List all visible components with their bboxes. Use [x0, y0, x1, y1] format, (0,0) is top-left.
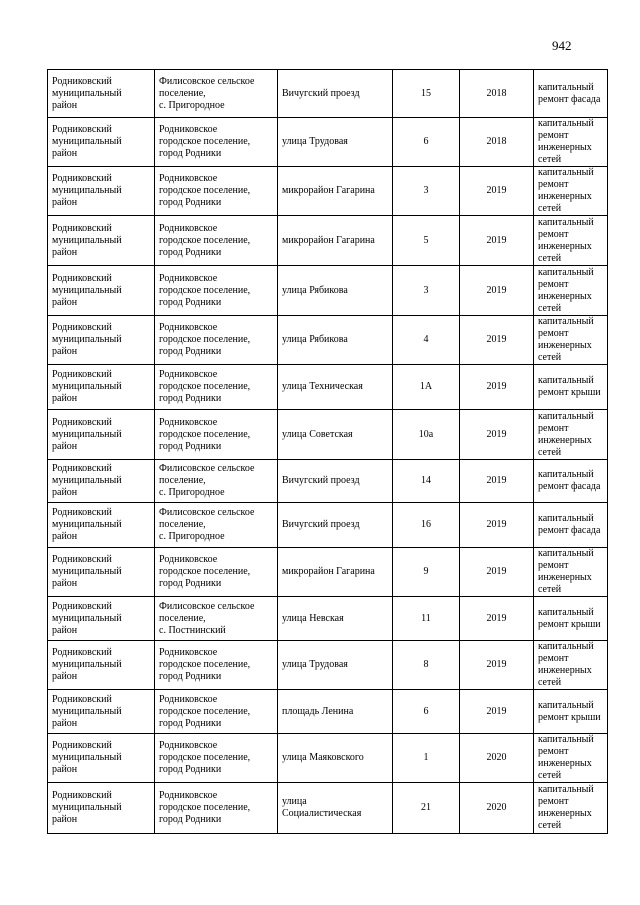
work-type-cell-text: капитальный ремонт крыши	[538, 606, 601, 630]
settlement-cell	[155, 118, 278, 167]
table-row	[48, 734, 608, 783]
year-cell	[460, 690, 534, 734]
settlement-cell-text: Родниковское городское поселение, город Родники	[159, 222, 251, 258]
district-cell	[48, 410, 155, 460]
year-cell	[460, 266, 534, 316]
district-cell	[48, 783, 155, 834]
house-number-cell-text: 11	[421, 612, 431, 624]
settlement-cell-text: Родниковское городское поселение, город Родники	[159, 272, 251, 308]
district-cell	[48, 316, 155, 365]
year-cell	[460, 118, 534, 167]
house-number-cell-text: 5	[423, 234, 429, 246]
year-cell-text: 2019	[486, 185, 507, 196]
year-cell	[460, 167, 534, 216]
street-cell	[278, 597, 393, 641]
table-row	[48, 167, 608, 216]
street-cell	[278, 365, 393, 410]
year-cell-text: 2019	[486, 475, 507, 486]
year-cell-text: 2019	[486, 519, 507, 530]
work-type-cell-text: капитальный ремонт фасада	[538, 469, 601, 492]
house-number-cell-text: 1А	[419, 381, 433, 392]
district-cell-text: Родниковский муниципальный район	[52, 369, 122, 404]
street-cell	[278, 690, 393, 734]
district-cell-text: Родниковский муниципальный район	[52, 173, 122, 208]
street-cell-text: микрорайон Гагарина	[282, 185, 375, 196]
house-number-cell	[393, 641, 460, 690]
year-cell	[460, 365, 534, 410]
work-type-cell	[534, 70, 608, 118]
street-cell	[278, 641, 393, 690]
district-cell-text: Родниковский муниципальный район	[52, 75, 122, 111]
work-type-cell	[534, 503, 608, 548]
district-cell	[48, 690, 155, 734]
work-type-cell	[534, 410, 608, 460]
year-cell	[460, 597, 534, 641]
district-cell	[48, 641, 155, 690]
house-number-cell	[393, 316, 460, 365]
table-row	[48, 690, 608, 734]
house-number-cell	[393, 410, 460, 460]
table-row	[48, 783, 608, 834]
work-type-cell	[534, 783, 608, 834]
settlement-cell-text: Филисовское сельское поселение, с. Постнинский	[159, 600, 255, 636]
street-cell-text: площадь Ленина	[282, 705, 354, 717]
street-cell	[278, 167, 393, 216]
district-cell-text: Родниковский муниципальный район	[52, 740, 122, 775]
house-number-cell-text: 21	[421, 802, 431, 813]
year-cell-text: 2020	[486, 802, 507, 813]
district-cell-text: Родниковский муниципальный район	[52, 416, 122, 452]
table-row	[48, 118, 608, 167]
table-row	[48, 410, 608, 460]
year-cell	[460, 70, 534, 118]
work-type-cell	[534, 365, 608, 410]
street-cell-text: улица Рябикова	[282, 284, 348, 296]
street-cell	[278, 783, 393, 834]
year-cell-text: 2019	[486, 428, 507, 440]
street-cell-text: улица Трудовая	[282, 136, 348, 147]
table-row	[48, 548, 608, 597]
district-cell	[48, 548, 155, 597]
street-cell-text: Вичугский проезд	[282, 519, 360, 530]
year-cell-text: 2018	[486, 87, 507, 99]
street-cell	[278, 734, 393, 783]
settlement-cell	[155, 460, 278, 503]
work-type-cell	[534, 118, 608, 167]
settlement-cell	[155, 548, 278, 597]
district-cell-text: Родниковский муниципальный район	[52, 647, 122, 682]
year-cell	[460, 460, 534, 503]
work-type-cell-text: капитальный ремонт инженерных сетей	[538, 266, 594, 314]
settlement-cell	[155, 690, 278, 734]
work-type-cell-text: капитальный ремонт крыши	[538, 699, 601, 723]
district-cell-text: Родниковский муниципальный район	[52, 554, 122, 589]
house-number-cell-text: 14	[421, 475, 431, 486]
house-number-cell-text: 15	[421, 87, 431, 99]
year-cell-text: 2019	[486, 334, 507, 345]
district-cell-text: Родниковский муниципальный район	[52, 790, 122, 825]
work-type-cell-text: капитальный ремонт инженерных сетей	[538, 216, 594, 264]
work-type-cell	[534, 460, 608, 503]
house-number-cell	[393, 216, 460, 266]
table-row	[48, 460, 608, 503]
work-type-cell	[534, 548, 608, 597]
settlement-cell-text: Филисовское сельское поселение, с. Пригородное	[159, 507, 255, 542]
street-cell	[278, 410, 393, 460]
housing-repair-table	[47, 69, 608, 834]
district-cell-text: Родниковский муниципальный район	[52, 272, 122, 308]
house-number-cell	[393, 734, 460, 783]
settlement-cell-text: Родниковское городское поселение, город Родники	[159, 124, 251, 159]
work-type-cell-text: капитальный ремонт инженерных сетей	[538, 316, 594, 363]
table-row	[48, 503, 608, 548]
year-cell-text: 2018	[486, 136, 507, 147]
year-cell-text: 2019	[486, 659, 507, 670]
work-type-cell-text: капитальный ремонт инженерных сетей	[538, 641, 594, 688]
street-cell-text: улица Рябикова	[282, 334, 348, 345]
house-number-cell-text: 6	[423, 705, 429, 717]
district-cell	[48, 503, 155, 548]
district-cell	[48, 216, 155, 266]
settlement-cell	[155, 216, 278, 266]
street-cell-text: улица Трудовая	[282, 659, 348, 670]
street-cell-text: Вичугский проезд	[282, 475, 360, 486]
year-cell	[460, 316, 534, 365]
house-number-cell	[393, 548, 460, 597]
work-type-cell	[534, 734, 608, 783]
district-cell-text: Родниковский муниципальный район	[52, 124, 122, 159]
year-cell	[460, 548, 534, 597]
district-cell	[48, 167, 155, 216]
street-cell	[278, 548, 393, 597]
work-type-cell-text: капитальный ремонт фасада	[538, 513, 601, 536]
settlement-cell-text: Родниковское городское поселение, город Родники	[159, 790, 251, 825]
year-cell	[460, 503, 534, 548]
street-cell-text: улица Социалистическая	[282, 796, 362, 819]
table-body	[48, 70, 608, 834]
street-cell-text: микрорайон Гагарина	[282, 566, 375, 577]
house-number-cell	[393, 460, 460, 503]
settlement-cell	[155, 597, 278, 641]
table-row	[48, 316, 608, 365]
settlement-cell-text: Родниковское городское поселение, город Родники	[159, 173, 251, 208]
page-number: 942	[552, 38, 572, 53]
street-cell	[278, 216, 393, 266]
district-cell-text: Родниковский муниципальный район	[52, 222, 122, 258]
district-cell-text: Родниковский муниципальный район	[52, 507, 122, 542]
house-number-cell	[393, 167, 460, 216]
district-cell-text: Родниковский муниципальный район	[52, 600, 122, 636]
year-cell-text: 2019	[486, 234, 507, 246]
street-cell	[278, 460, 393, 503]
house-number-cell	[393, 503, 460, 548]
work-type-cell-text: капитальный ремонт инженерных сетей	[538, 410, 594, 458]
district-cell-text: Родниковский муниципальный район	[52, 463, 122, 498]
year-cell	[460, 641, 534, 690]
house-number-cell	[393, 266, 460, 316]
work-type-cell	[534, 167, 608, 216]
house-number-cell	[393, 118, 460, 167]
house-number-cell	[393, 365, 460, 410]
work-type-cell-text: капитальный ремонт инженерных сетей	[538, 784, 594, 831]
house-number-cell-text: 4	[423, 334, 429, 345]
settlement-cell-text: Филисовское сельское поселение, с. Пригородное	[159, 75, 255, 111]
work-type-cell	[534, 597, 608, 641]
district-cell	[48, 597, 155, 641]
street-cell	[278, 266, 393, 316]
street-cell-text: Вичугский проезд	[282, 87, 360, 99]
settlement-cell	[155, 503, 278, 548]
house-number-cell-text: 10а	[418, 428, 434, 440]
house-number-cell-text: 8	[423, 659, 429, 670]
work-type-cell	[534, 641, 608, 690]
settlement-cell	[155, 266, 278, 316]
settlement-cell	[155, 70, 278, 118]
work-type-cell	[534, 690, 608, 734]
house-number-cell-text: 9	[423, 566, 429, 577]
district-cell-text: Родниковский муниципальный район	[52, 693, 122, 729]
table-row	[48, 365, 608, 410]
street-cell-text: улица Маяковского	[282, 752, 364, 763]
settlement-cell-text: Родниковское городское поселение, город Родники	[159, 369, 251, 404]
district-cell	[48, 365, 155, 410]
table-row	[48, 70, 608, 118]
work-type-cell-text: капитальный ремонт инженерных сетей	[538, 734, 594, 781]
house-number-cell	[393, 783, 460, 834]
year-cell	[460, 216, 534, 266]
settlement-cell	[155, 783, 278, 834]
settlement-cell	[155, 365, 278, 410]
house-number-cell	[393, 70, 460, 118]
house-number-cell-text: 3	[423, 284, 429, 296]
work-type-cell-text: капитальный ремонт фасада	[538, 81, 601, 105]
district-cell	[48, 70, 155, 118]
settlement-cell	[155, 316, 278, 365]
settlement-cell	[155, 641, 278, 690]
settlement-cell-text: Родниковское городское поселение, город Родники	[159, 647, 251, 682]
house-number-cell-text: 16	[421, 519, 431, 530]
settlement-cell	[155, 410, 278, 460]
street-cell	[278, 503, 393, 548]
street-cell-text: микрорайон Гагарина	[282, 234, 375, 246]
year-cell	[460, 734, 534, 783]
year-cell-text: 2019	[486, 284, 507, 296]
table-row	[48, 597, 608, 641]
house-number-cell-text: 6	[423, 136, 429, 147]
settlement-cell-text: Родниковское городское поселение, город Родники	[159, 322, 251, 357]
street-cell	[278, 118, 393, 167]
settlement-cell-text: Родниковское городское поселение, город Родники	[159, 416, 251, 452]
work-type-cell-text: капитальный ремонт инженерных сетей	[538, 548, 594, 595]
work-type-cell-text: капитальный ремонт крыши	[538, 375, 601, 398]
work-type-cell-text: капитальный ремонт инженерных сетей	[538, 167, 594, 214]
house-number-cell	[393, 597, 460, 641]
year-cell-text: 2020	[486, 752, 507, 763]
work-type-cell	[534, 216, 608, 266]
house-number-cell	[393, 690, 460, 734]
district-cell	[48, 460, 155, 503]
house-number-cell-text: 3	[423, 185, 429, 196]
table-row	[48, 266, 608, 316]
work-type-cell-text: капитальный ремонт инженерных сетей	[538, 118, 594, 165]
settlement-cell-text: Родниковское городское поселение, город Родники	[159, 554, 251, 589]
year-cell-text: 2019	[486, 705, 507, 717]
year-cell-text: 2019	[486, 566, 507, 577]
work-type-cell	[534, 316, 608, 365]
street-cell-text: улица Невская	[282, 612, 344, 624]
street-cell	[278, 70, 393, 118]
house-number-cell-text: 1	[423, 752, 429, 763]
settlement-cell	[155, 167, 278, 216]
settlement-cell-text: Филисовское сельское поселение, с. Пригородное	[159, 463, 255, 498]
settlement-cell-text: Родниковское городское поселение, город Родники	[159, 693, 251, 729]
settlement-cell	[155, 734, 278, 783]
street-cell-text: улица Техническая	[282, 381, 363, 392]
settlement-cell-text: Родниковское городское поселение, город Родники	[159, 740, 251, 775]
street-cell-text: улица Советская	[282, 428, 353, 440]
work-type-cell	[534, 266, 608, 316]
year-cell	[460, 783, 534, 834]
district-cell	[48, 734, 155, 783]
street-cell	[278, 316, 393, 365]
district-cell-text: Родниковский муниципальный район	[52, 322, 122, 357]
year-cell-text: 2019	[486, 612, 507, 624]
year-cell-text: 2019	[486, 381, 507, 392]
year-cell	[460, 410, 534, 460]
table-row	[48, 641, 608, 690]
district-cell	[48, 266, 155, 316]
table-row	[48, 216, 608, 266]
district-cell	[48, 118, 155, 167]
